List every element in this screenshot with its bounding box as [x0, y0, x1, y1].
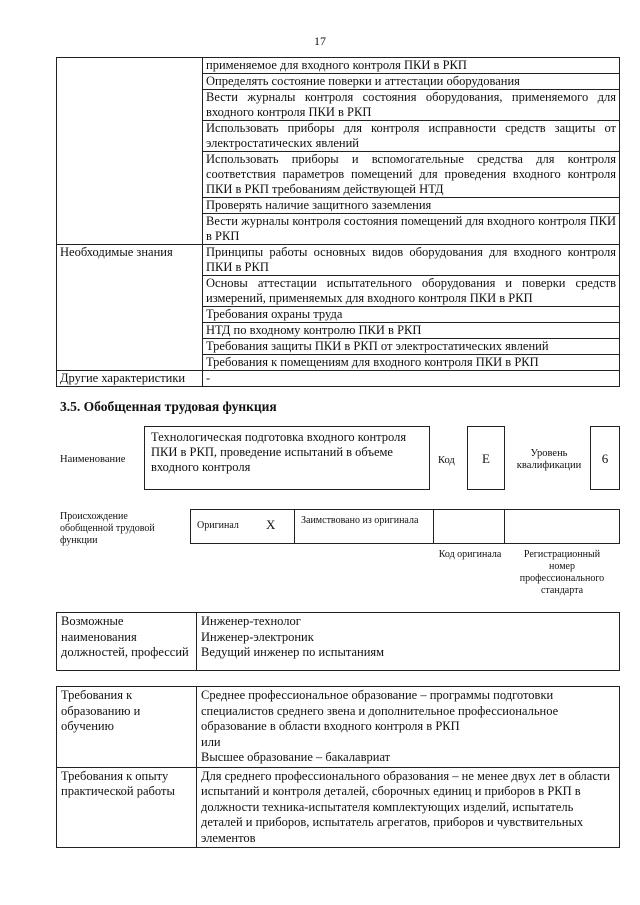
education-label: Требования к образованию и обучению — [57, 687, 197, 768]
table-cell: Определять состояние поверки и аттестации оборудования — [203, 74, 620, 90]
table-cell: Требования охраны труда — [203, 307, 620, 323]
requirements-table — [56, 686, 620, 848]
name-label: Наименование — [60, 454, 126, 465]
table-cell: Использовать приборы и вспомогательные средства для контроля соответствия параметров помещений для проведения входного контроля ПКИ в РКП требованиям действующей НТД — [203, 152, 620, 198]
row-label-knowledge: Необходимые знания — [57, 245, 203, 371]
education-text — [197, 687, 620, 768]
table-row — [57, 687, 620, 768]
table-cell: Вести журналы контроля состояния оборудования, применяемого для входного контроля ПКИ в РКП — [203, 90, 620, 121]
table-cell: Основы аттестации испытательного оборудования и поверки средств измерений, применяемых для входного контроля ПКИ в РКП — [203, 276, 620, 307]
table-cell: Использовать приборы для контроля исправности средств защиты от электростатических явлений — [203, 121, 620, 152]
table-cell: НТД по входному контролю ПКИ в РКП — [203, 323, 620, 339]
table-cell: Требования к помещениям для входного контроля ПКИ в РКП — [203, 355, 620, 371]
reg-number-label: Регистрационный номер профессионального стандарта — [519, 549, 605, 596]
positions-table — [56, 612, 620, 671]
page-number: 17 — [314, 34, 326, 48]
table-row — [57, 371, 620, 387]
borrowed-label: Заимствовано из оригинала — [301, 515, 419, 526]
original-mark: X — [266, 517, 276, 532]
row-label-other: Другие характеристики — [57, 371, 203, 387]
table-row — [57, 58, 620, 74]
table-cell: Требования защиты ПКИ в РКП от электростатических явлений — [203, 339, 620, 355]
level-value: 6 — [590, 426, 620, 490]
table-cell: Проверять наличие защитного заземления — [203, 198, 620, 214]
name-value: Технологическая подготовка входного контроля ПКИ в РКП, проведение испытаний в объеме входного контроля — [144, 426, 430, 490]
list-item: Инженер-электроник — [201, 629, 314, 644]
table-row — [57, 767, 620, 848]
list-item: Инженер-технолог — [201, 614, 301, 628]
table-row — [57, 613, 620, 671]
list-item: Ведущий инженер по испытаниям — [201, 645, 385, 659]
table-row — [57, 245, 620, 276]
text-line: Для среднего профессионального образования – не менее двух лет в области испытаний и контроля деталей, сборочных единиц и приборов в РКП в должности техника-испытателя комплектующих изделий, испытатель деталей и приборов, испытатель агрегатов, приборов и чувствительных элементов — [201, 768, 611, 845]
reg-number-box — [504, 509, 620, 544]
code-original-label: Код оригинала — [438, 549, 502, 560]
positions-list — [197, 613, 620, 671]
code-label: Код — [438, 455, 455, 466]
row-label — [57, 58, 203, 245]
experience-label: Требования к опыту практической работы — [57, 767, 197, 848]
text-line: или — [201, 734, 221, 749]
table-cell: - — [203, 371, 620, 387]
code-original-box — [433, 509, 505, 544]
origin-label: Происхождение обобщенной трудовой функции — [60, 511, 155, 546]
table-cell: Принципы работы основных видов оборудования для входного контроля ПКИ в РКП — [203, 245, 620, 276]
text-line: Среднее профессиональное образование – программы подготовки специалистов среднего звена и дополнительное профессиональное образование в области входного контроля в РКП — [201, 688, 559, 733]
text-line: Высшее образование – бакалавриат — [201, 750, 391, 764]
section-heading: 3.5. Обобщенная трудовая функция — [60, 399, 277, 414]
code-value: E — [467, 426, 505, 490]
original-label: Оригинал — [197, 520, 239, 531]
level-label: Уровень квалификации — [516, 448, 582, 471]
experience-text — [197, 767, 620, 848]
positions-label: Возможные наименования должностей, профессий — [57, 613, 197, 671]
skills-knowledge-table — [56, 57, 620, 387]
table-cell: применяемое для входного контроля ПКИ в РКП — [203, 58, 620, 74]
table-cell: Вести журналы контроля состояния помещений для входного контроля ПКИ в РКП — [203, 214, 620, 245]
